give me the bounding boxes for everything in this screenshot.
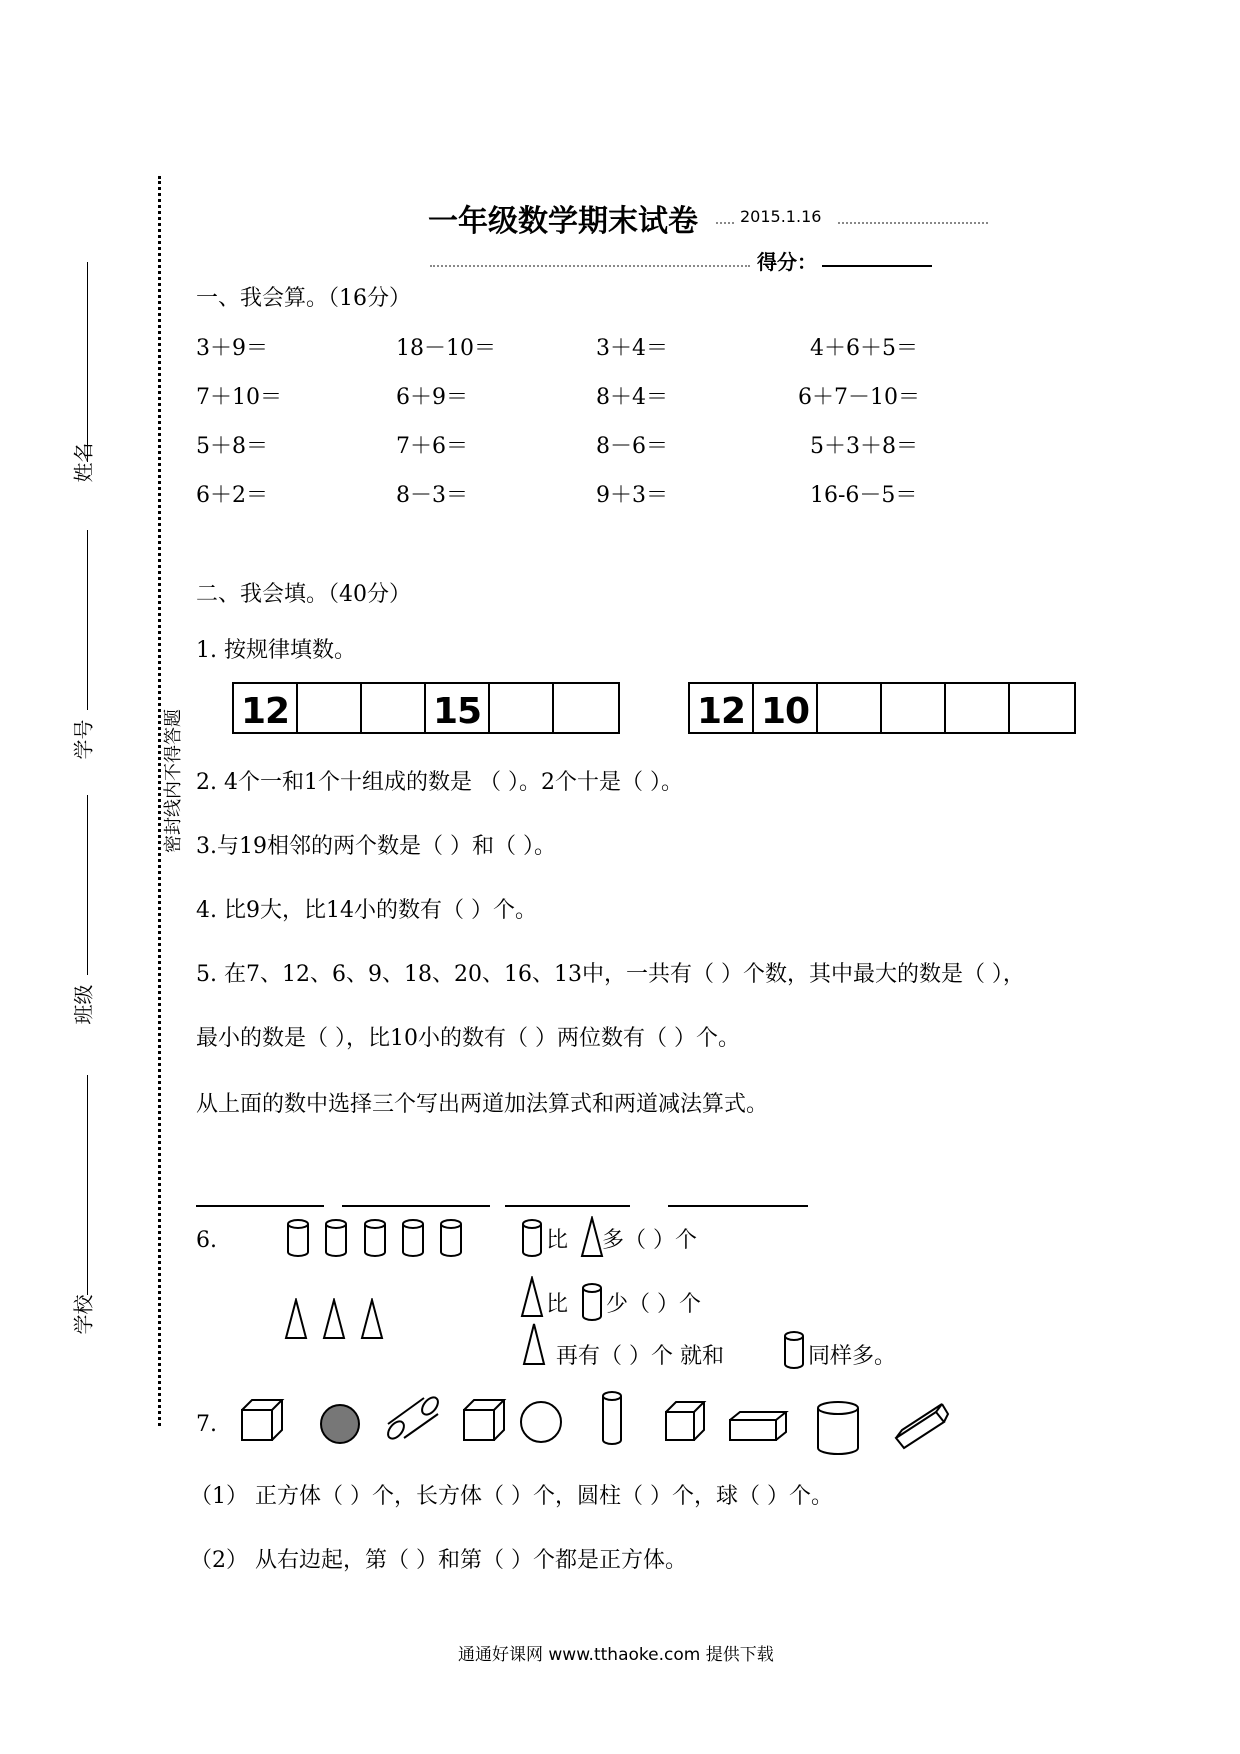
question-1: 1. 按规律填数。 xyxy=(196,638,356,663)
question-6: 6. xyxy=(196,1228,217,1253)
id-line xyxy=(87,530,88,710)
sequence-cell: 10 xyxy=(754,684,818,732)
cylinder-icon xyxy=(520,1218,544,1260)
sequence-cell[interactable] xyxy=(362,684,426,732)
school-line xyxy=(87,1075,88,1295)
sequence-cell[interactable] xyxy=(298,684,362,732)
question-2: 2. 4个一和1个十组成的数是 （ ）。2个十是（ ）。 xyxy=(196,770,683,795)
problem: 4＋6＋5＝ xyxy=(810,336,918,361)
compare-text: 同样多。 xyxy=(808,1344,897,1369)
id-label: 学号 xyxy=(71,719,96,760)
problem: 7＋6＝ xyxy=(396,434,468,459)
cylinder-icon xyxy=(326,1220,346,1256)
name-line xyxy=(87,262,88,462)
sequence-cell: 15 xyxy=(426,684,490,732)
sphere-filled-icon xyxy=(321,1405,359,1443)
question-5-instruction: 从上面的数中选择三个写出两道加法算式和两道减法算式。 xyxy=(196,1092,769,1117)
compare-text: 少（ ）个 xyxy=(606,1292,701,1317)
seal-note: 密封线内不得答题 xyxy=(163,709,184,853)
cylinder-icon xyxy=(403,1220,423,1256)
cone-icon xyxy=(520,1276,544,1320)
cylinder-icon xyxy=(603,1392,621,1444)
class-line xyxy=(87,795,88,975)
answer-blank[interactable] xyxy=(505,1205,630,1207)
cube-icon xyxy=(666,1402,704,1440)
compare-text: 比 xyxy=(546,1292,569,1317)
name-label: 姓名 xyxy=(71,442,96,483)
sequence-cell[interactable] xyxy=(818,684,882,732)
problem: 3＋9＝ xyxy=(196,336,268,361)
cylinder-lying-icon xyxy=(385,1394,441,1441)
exam-date: 2015.1.16 xyxy=(740,207,822,226)
sequence-cell[interactable] xyxy=(1010,684,1074,732)
problem: 6＋2＝ xyxy=(196,483,268,508)
problem: 5＋8＝ xyxy=(196,434,268,459)
sphere-icon xyxy=(521,1402,561,1442)
question-5: 5. 在7、12、6、9、18、20、16、13中，一共有（ ）个数，其中最大的数是（ ）， xyxy=(196,962,1025,987)
problem: 16-6－5＝ xyxy=(810,483,918,508)
footer-text: 通通好课网 www.tthaoke.com 提供下载 xyxy=(458,1645,774,1665)
question-7: 7. xyxy=(196,1412,217,1437)
dotted-line xyxy=(838,222,988,224)
sequence-cell: 12 xyxy=(690,684,754,732)
cone-icon xyxy=(522,1322,546,1368)
compare-text: 再有（ ）个 就和 xyxy=(556,1344,724,1369)
problem: 3＋4＝ xyxy=(596,336,668,361)
problem: 18－10＝ xyxy=(396,336,496,361)
cuboid-icon xyxy=(730,1412,786,1440)
question-7-part-1: （1） 正方体（ ）个，长方体（ ）个，圆柱（ ）个，球（ ）个。 xyxy=(190,1484,833,1509)
dotted-line xyxy=(716,222,734,224)
question-7-part-2: （2） 从右边起，第（ ）和第（ ）个都是正方体。 xyxy=(190,1548,687,1573)
cone-icon xyxy=(580,1216,604,1260)
score-label: 得分： xyxy=(757,250,817,274)
sequence-cell[interactable] xyxy=(490,684,554,732)
cylinder-icon xyxy=(818,1402,858,1454)
cone-icon xyxy=(286,1300,306,1338)
cone-icon xyxy=(324,1300,344,1338)
answer-blank[interactable] xyxy=(342,1205,490,1207)
compare-text: 多（ ）个 xyxy=(602,1228,697,1253)
cylinder-icon xyxy=(365,1220,385,1256)
question-5-cont: 最小的数是（ ），比10小的数有（ ）两位数有（ ）个。 xyxy=(196,1026,740,1051)
problem: 8－6＝ xyxy=(596,434,668,459)
section-heading: 一、我会算。（16分） xyxy=(196,286,411,311)
sequence-cell: 12 xyxy=(234,684,298,732)
problem: 8＋4＝ xyxy=(596,385,668,410)
solids-row xyxy=(236,1388,966,1460)
cylinder-icon xyxy=(288,1220,308,1256)
section-heading: 二、我会填。（40分） xyxy=(196,582,411,607)
question-4: 4. 比9大，比14小的数有（ ）个。 xyxy=(196,898,537,923)
school-label: 学校 xyxy=(71,1294,96,1335)
answer-blank[interactable] xyxy=(668,1205,808,1207)
question-3: 3.与19相邻的两个数是（ ）和（ ）。 xyxy=(196,834,556,859)
cylinder-icon xyxy=(782,1330,806,1372)
answer-blank[interactable] xyxy=(196,1205,324,1207)
cylinders-group xyxy=(282,1218,467,1260)
cylinder-icon xyxy=(580,1282,604,1324)
sequence-cell[interactable] xyxy=(554,684,618,732)
score-blank[interactable] xyxy=(822,265,932,267)
sequence-cell[interactable] xyxy=(946,684,1010,732)
compare-text: 比 xyxy=(546,1228,569,1253)
problem: 6＋9＝ xyxy=(396,385,468,410)
problem: 5＋3＋8＝ xyxy=(810,434,918,459)
problem: 7＋10＝ xyxy=(196,385,282,410)
cube-icon xyxy=(242,1400,282,1440)
sequence-boxes-2 xyxy=(688,682,1076,734)
cube-icon xyxy=(464,1400,504,1440)
sequence-cell[interactable] xyxy=(882,684,946,732)
cone-icon xyxy=(362,1300,382,1338)
dotted-line xyxy=(430,265,750,267)
cones-group xyxy=(284,1298,394,1342)
cylinder-icon xyxy=(441,1220,461,1256)
problem: 8－3＝ xyxy=(396,483,468,508)
sequence-boxes-1 xyxy=(232,682,620,734)
problem: 6＋7－10＝ xyxy=(798,385,920,410)
problem: 9＋3＝ xyxy=(596,483,668,508)
page-title: 一年级数学期末试卷 xyxy=(428,204,698,239)
class-label: 班级 xyxy=(71,984,96,1025)
cuboid-tilted-icon xyxy=(896,1404,948,1448)
